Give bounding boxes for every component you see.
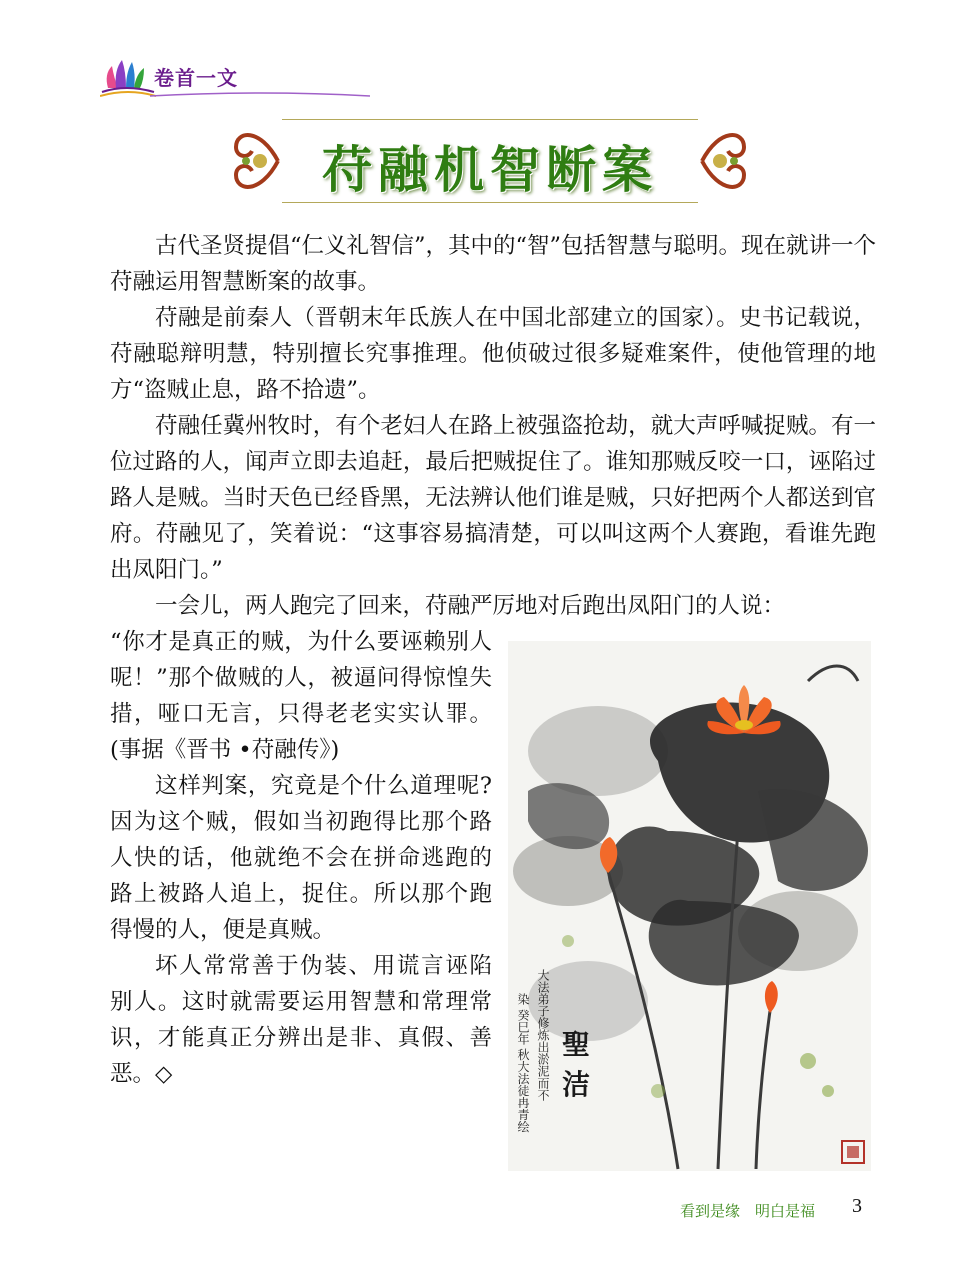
page-number: 3 xyxy=(852,1195,862,1217)
lotus-painting xyxy=(508,641,871,1171)
article-body-narrow xyxy=(110,624,492,1092)
section-label: 卷首一文 xyxy=(154,66,238,90)
paragraph-reasoning: 这样判案，究竟是个什么道理呢?因为这个贼，假如当初跑得比那个路人快的话，他就绝不会在拼命逃跑的路上被路人追上，捉住。所以那个跑得慢的人，便是真贼。 xyxy=(110,773,492,943)
paragraph-background: 苻融是前秦人（晋朝末年氐族人在中国北部建立的国家）。史书记载说，苻融聪辩明慧，特别擅长究事推理。他侦破过很多疑难案件，使他管理的地方“盗贼止息，路不拾遗”。 xyxy=(110,305,876,403)
paragraph-race: 一会儿，两人跑完了回来，苻融严厉地对后跑出凤阳门的人说： xyxy=(155,593,786,619)
paragraph-conclusion: 坏人常常善于伪装、用谎言诬陷别人。这时就需要运用智慧和常理常识，才能真正分辨出是非、真假、善恶。◇ xyxy=(110,953,492,1087)
footer-slogan: 看到是缘 明白是福 xyxy=(680,1202,816,1220)
section-header xyxy=(100,58,400,102)
header-underline xyxy=(150,90,370,100)
right-ornament-icon xyxy=(698,117,750,205)
painting-title-char-1: 聖 xyxy=(561,1028,590,1061)
painting-inscription-2: 染 癸巳年 秋大法徒冉青绘 xyxy=(516,993,530,1133)
painting-inscription-1: 大法弟子修炼出淤泥而不 xyxy=(536,969,550,1101)
painting-title-char-2: 洁 xyxy=(561,1068,590,1101)
lotus-logo-icon xyxy=(100,58,156,98)
paragraph-verdict: “你才是真正的贼，为什么要诬赖别人呢！”那个做贼的人，被逼问得惊惶失措，哑口无言，只得老老实实认罪。(事据《晋书 •苻融传》) xyxy=(110,629,492,763)
paragraph-intro: 古代圣贤提倡“仁义礼智信”，其中的“智”包括智慧与聪明。现在就讲一个苻融运用智慧断案的故事。 xyxy=(110,233,877,295)
left-ornament-icon xyxy=(230,117,282,205)
article-title: 苻融机智断案 xyxy=(322,141,658,199)
title-frame xyxy=(282,119,698,203)
article-body-wide xyxy=(110,228,876,624)
painting-title xyxy=(558,1025,594,1105)
title-banner xyxy=(230,117,750,207)
paragraph-story: 苻融任冀州牧时，有个老妇人在路上被强盗抢劫，就大声呼喊捉贼。有一位过路的人，闻声立即去追赶，最后把贼捉住了。谁知那贼反咬一口，诬陷过路人是贼。当时天色已经昏黑，无法辨认他们谁是贼，只好把两个人都送到官府。苻融见了，笑着说：“这事容易搞清楚，可以叫这两个人赛跑，看谁先跑出凤阳门。” xyxy=(110,413,876,583)
